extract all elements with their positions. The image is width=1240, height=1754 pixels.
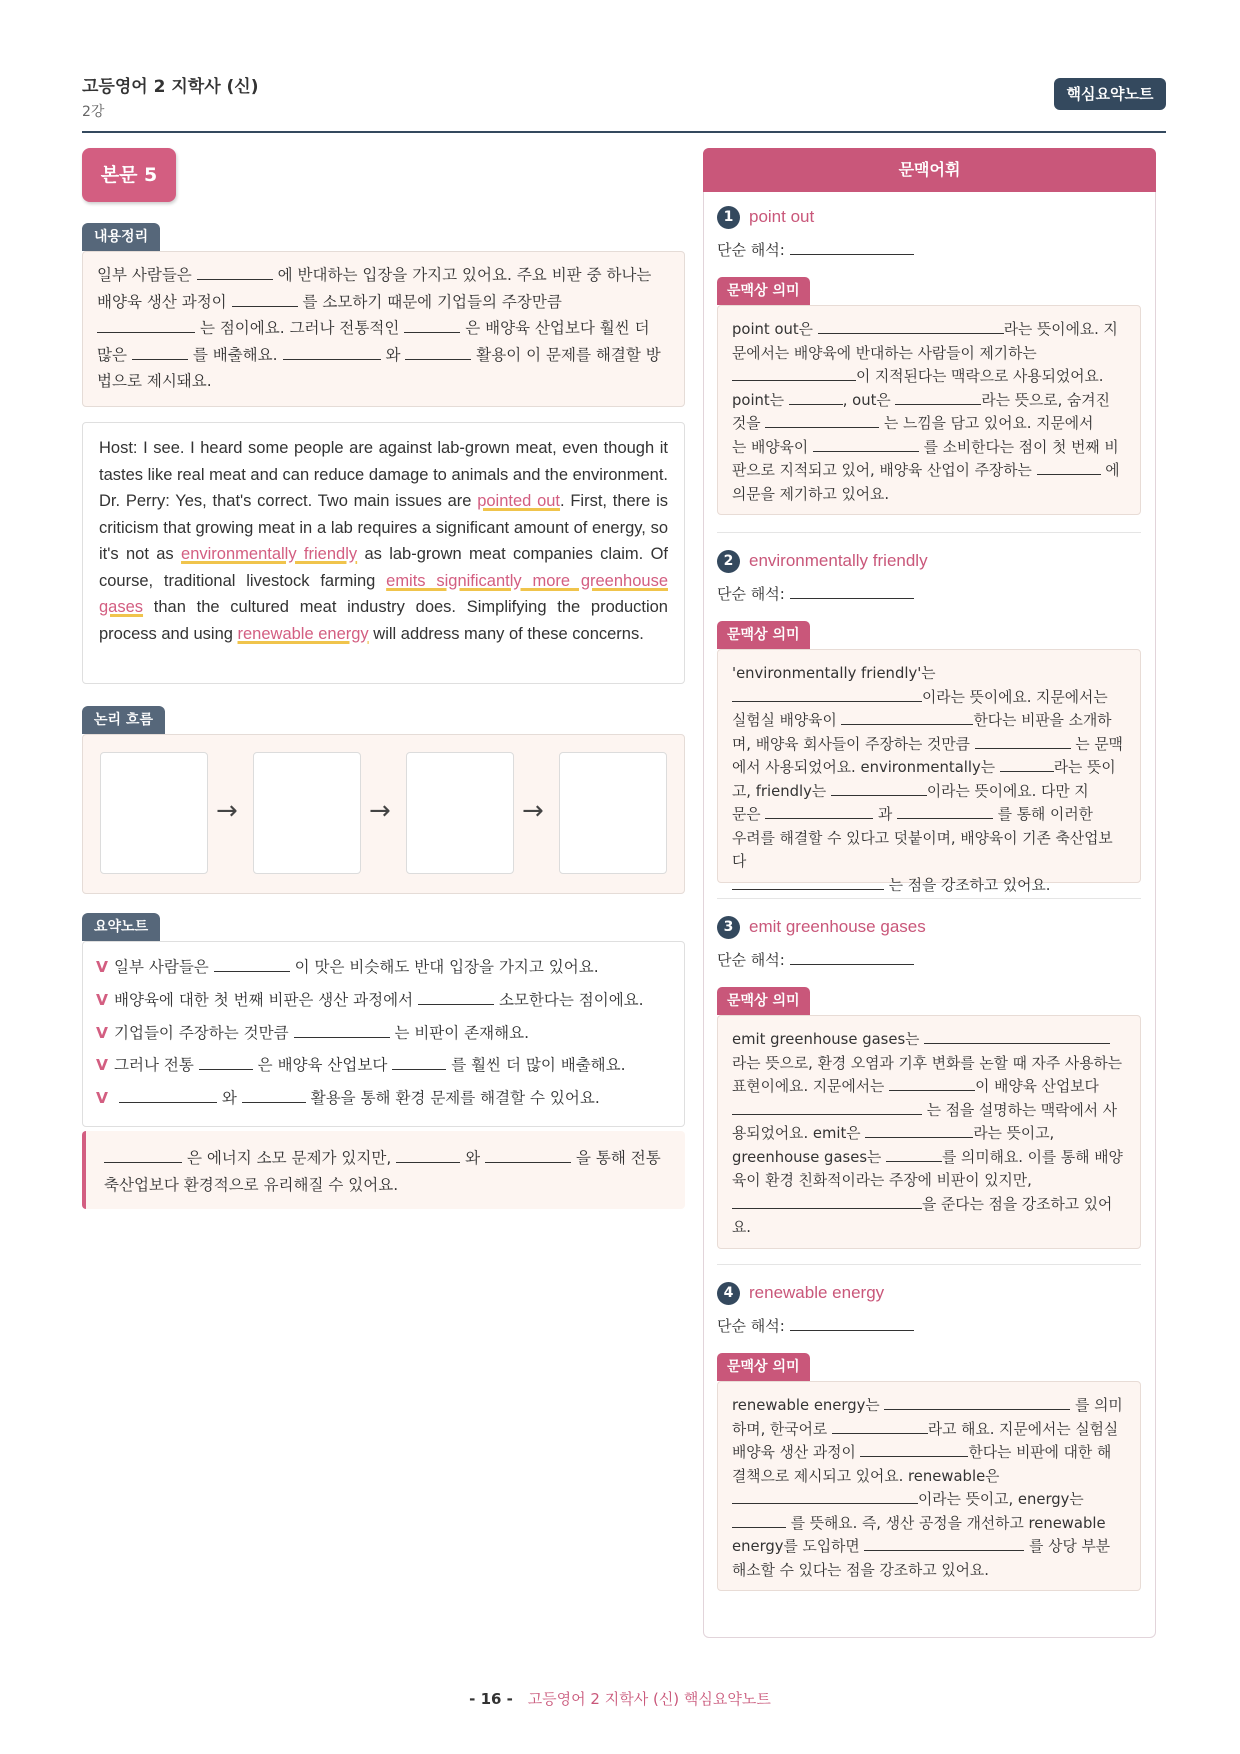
answer-blank[interactable] xyxy=(294,1022,390,1038)
context-meaning-tag: 문맥상 의미 xyxy=(717,621,810,649)
highlighted-phrase: pointed out xyxy=(477,492,561,510)
text-segment: 와 xyxy=(465,1149,481,1167)
text-segment: 를 상당 부분 xyxy=(1029,1538,1111,1555)
check-icon: V xyxy=(96,1089,108,1107)
text-segment: 를 의미 xyxy=(1075,1397,1123,1414)
answer-blank[interactable] xyxy=(889,1075,975,1091)
text-segment: 와 xyxy=(221,1089,237,1107)
text-segment: 를 훨씬 더 많이 배출해요. xyxy=(451,1056,626,1074)
passage-segment: will address many of these concerns. xyxy=(368,624,644,643)
passage-segment: as lab-grown meat companies claim. Of course, traditional livestock farming xyxy=(99,545,668,590)
text-segment: 한다는 비판을 소개하 xyxy=(973,712,1112,729)
text-segment: 이 배양육 산업보다 xyxy=(975,1078,1099,1095)
answer-blank[interactable] xyxy=(418,989,494,1005)
text-segment: 는 점을 설명하는 맥락에서 사 xyxy=(926,1101,1118,1119)
summary-item xyxy=(96,988,644,1010)
highlighted-phrase: emits significantly more greenhouse gases xyxy=(99,571,668,616)
text-segment: 은 배양육 산업보다 훨씬 더 xyxy=(465,319,650,337)
text-segment: 을 통해 전통 xyxy=(575,1149,661,1167)
text-segment: 많은 xyxy=(97,345,127,364)
conclusion-text xyxy=(104,1145,667,1198)
footer-title: 고등영어 2 지학사 (신) 핵심요약노트 xyxy=(527,1690,771,1708)
simple-meaning-label: 단순 해석: xyxy=(717,585,785,603)
simple-meaning xyxy=(717,583,914,604)
vocab-divider xyxy=(717,898,1141,899)
answer-blank[interactable] xyxy=(884,1394,1070,1410)
text-segment: 이라는 뜻이에요. 지문에서는 xyxy=(922,688,1108,706)
vocab-number: 4 xyxy=(717,1282,740,1305)
conclusion-box xyxy=(82,1131,685,1209)
text-segment: 를 소비한다는 점이 첫 번째 비 xyxy=(923,438,1119,456)
passage-segment: . First, there is criticism that growing meat in a lab requires a significant amount of energy, so it's not as xyxy=(99,492,668,563)
answer-blank[interactable] xyxy=(97,317,195,333)
text-segment: 법으로 제시돼요. xyxy=(97,372,212,390)
text-segment: 한다는 비판에 대한 해 xyxy=(968,1444,1112,1461)
text-segment: 은 에너지 소모 문제가 있지만, xyxy=(186,1149,392,1167)
context-meaning-tag: 문맥상 의미 xyxy=(717,277,810,305)
context-meaning-box xyxy=(717,1381,1141,1591)
answer-blank[interactable] xyxy=(832,1418,928,1434)
answer-blank[interactable] xyxy=(790,949,914,965)
text-segment: 일부 사람들은 xyxy=(97,266,192,284)
content-summary-tag: 내용정리 xyxy=(82,223,160,251)
simple-meaning xyxy=(717,949,914,970)
answer-blank[interactable] xyxy=(732,1193,922,1209)
vocab-word: environmentally friendly xyxy=(749,551,928,570)
context-vocab-title: 문맥어휘 xyxy=(703,148,1156,192)
text-segment: 소모한다는 점이에요. xyxy=(498,991,644,1009)
text-segment: 것을 xyxy=(732,415,761,432)
answer-blank[interactable] xyxy=(790,583,914,599)
answer-blank[interactable] xyxy=(790,239,914,255)
answer-blank[interactable] xyxy=(860,1441,968,1457)
text-segment: 에 xyxy=(1105,462,1120,479)
summary-item xyxy=(96,1086,600,1108)
text-segment: 그러나 전통 xyxy=(114,1056,194,1074)
logic-flow-tag: 논리 흐름 xyxy=(82,706,165,734)
text-segment: 를 의미해요. 이를 통해 배양 xyxy=(942,1148,1123,1166)
arrow-icon: → xyxy=(216,796,238,826)
text-segment: 를 뜻해요. 즉, 생산 공정을 개선하고 renewable xyxy=(790,1514,1106,1532)
answer-blank[interactable] xyxy=(405,344,471,360)
summary-item xyxy=(96,955,599,977)
answer-blank[interactable] xyxy=(732,365,856,381)
simple-meaning xyxy=(717,239,914,260)
section-label: 본문 5 xyxy=(82,148,176,202)
answer-blank[interactable] xyxy=(404,317,460,333)
text-segment: 를 통해 이러한 xyxy=(997,806,1093,823)
text-segment: 용되었어요. emit은 xyxy=(732,1125,861,1142)
answer-blank[interactable] xyxy=(119,1087,217,1103)
content-summary-text xyxy=(97,262,670,395)
simple-meaning-label: 단순 해석: xyxy=(717,1317,785,1335)
text-segment: 에서 사용되었어요. environmentally는 xyxy=(732,759,996,776)
simple-meaning-label: 단순 해석: xyxy=(717,951,785,969)
text-segment: 배양육 생산 과정이 xyxy=(97,292,227,311)
vocab-number: 1 xyxy=(717,206,740,229)
text-segment: 라는 뜻으로, 환경 오염과 기후 변화를 논할 때 자주 사용하는 xyxy=(732,1054,1123,1072)
answer-blank[interactable] xyxy=(732,1099,922,1115)
context-meaning-box xyxy=(717,1015,1141,1249)
context-meaning-box xyxy=(717,649,1141,894)
vocab-number: 3 xyxy=(717,916,740,939)
text-segment: 문은 xyxy=(732,806,761,823)
text-segment: 고, friendly는 xyxy=(732,782,827,800)
summary-note-tag: 요약노트 xyxy=(82,913,160,941)
context-meaning-box xyxy=(717,305,1141,515)
check-icon: V xyxy=(96,1024,108,1042)
answer-blank[interactable] xyxy=(789,389,843,405)
answer-blank[interactable] xyxy=(732,1488,918,1504)
text-segment: 라는 뜻이에요. 지 xyxy=(1003,321,1118,338)
answer-blank[interactable] xyxy=(485,1147,571,1163)
text-segment: 표현이에요. 지문에서는 xyxy=(732,1078,885,1095)
answer-blank[interactable] xyxy=(232,291,298,307)
page-footer xyxy=(0,1688,1240,1709)
passage-text xyxy=(99,435,668,647)
content-summary-panel xyxy=(82,251,685,407)
lesson-number: 2강 xyxy=(82,104,105,120)
text-segment: 며, 배양육 회사들이 주장하는 것만큼 xyxy=(732,735,970,753)
flow-box-1[interactable] xyxy=(100,752,208,874)
document-title: 고등영어 2 지학사 (신) xyxy=(82,77,259,97)
text-segment: 이라는 뜻이고, energy는 xyxy=(918,1491,1084,1508)
text-segment: energy를 도입하면 xyxy=(732,1538,860,1555)
answer-blank[interactable] xyxy=(732,874,884,890)
answer-blank[interactable] xyxy=(242,1087,306,1103)
vocab-divider xyxy=(717,532,1141,533)
text-segment: 라고 해요. 지문에서는 실험실 xyxy=(927,1420,1119,1438)
text-segment: , out은 xyxy=(842,391,891,409)
simple-meaning xyxy=(717,1315,914,1336)
text-segment: emit greenhouse gases는 xyxy=(732,1031,920,1048)
answer-blank[interactable] xyxy=(818,318,1004,334)
answer-blank[interactable] xyxy=(283,344,381,360)
text-segment: 는 배양육이 xyxy=(732,438,809,456)
text-segment: 하며, 한국어로 xyxy=(732,1420,828,1438)
text-segment: 은 배양육 산업보다 xyxy=(257,1056,388,1074)
text-segment: 문에서는 배양육에 반대하는 사람들이 제기하는 xyxy=(732,344,1037,362)
answer-blank[interactable] xyxy=(392,1054,446,1070)
highlighted-phrase: environmentally friendly xyxy=(181,545,358,563)
text-segment: 라는 뜻으로, 숨겨진 xyxy=(981,391,1110,409)
arrow-icon: → xyxy=(369,796,391,826)
text-segment: 라는 뜻이고, xyxy=(973,1125,1055,1142)
answer-blank[interactable] xyxy=(841,709,973,725)
text-segment: 는 비판이 존재해요. xyxy=(394,1024,530,1042)
answer-blank[interactable] xyxy=(975,733,1071,749)
flow-box-2[interactable] xyxy=(253,752,361,874)
passage-segment: than the cultured meat industry does. Simplifying the production process and using xyxy=(99,598,668,643)
vocab-word: point out xyxy=(749,207,815,226)
answer-blank[interactable] xyxy=(765,412,879,428)
simple-meaning-label: 단순 해석: xyxy=(717,241,785,259)
vocab-number: 2 xyxy=(717,550,740,573)
answer-blank[interactable] xyxy=(813,436,919,452)
answer-blank[interactable] xyxy=(897,803,993,819)
answer-blank[interactable] xyxy=(199,1054,253,1070)
text-segment: 기업들이 주장하는 것만큼 xyxy=(114,1024,289,1042)
answer-blank[interactable] xyxy=(865,1122,973,1138)
text-segment: 를 배출해요. xyxy=(192,345,278,364)
text-segment: 배양육 생산 과정이 xyxy=(732,1444,856,1461)
text-segment: 결책으로 제시되고 있어요. renewable은 xyxy=(732,1467,1000,1485)
vocab-word: emit greenhouse gases xyxy=(749,917,926,936)
check-icon: V xyxy=(96,991,108,1009)
context-meaning-text xyxy=(732,1394,1126,1582)
vocab-word: renewable energy xyxy=(749,1283,885,1302)
text-segment: 우려를 해결할 수 있다고 덧붙이며, 배양육이 기존 축산업보다 xyxy=(732,829,1113,870)
note-type-badge: 핵심요약노트 xyxy=(1054,78,1166,110)
text-segment: 는 점이에요. 그러나 전통적인 xyxy=(199,319,400,337)
summary-item xyxy=(96,1053,626,1075)
context-meaning-text xyxy=(732,318,1126,506)
text-segment: renewable energy는 xyxy=(732,1397,880,1414)
passage-segment: Host: I see. I heard some people are against lab-grown meat, even though it tastes like real meat and can reduce damage to animals and the environment. Dr. Perry: Yes, that's correct. Two main issues are xyxy=(99,439,668,510)
answer-blank[interactable] xyxy=(1037,459,1101,475)
text-segment: 해소할 수 있다는 점을 강조하고 있어요. xyxy=(732,1561,989,1579)
answer-blank[interactable] xyxy=(886,1146,942,1162)
answer-blank[interactable] xyxy=(197,264,273,280)
text-segment: 이라는 뜻이에요. 다만 지 xyxy=(926,782,1089,800)
answer-blank[interactable] xyxy=(765,803,873,819)
text-segment: 의문을 제기하고 있어요. xyxy=(732,485,890,503)
flow-box-3[interactable] xyxy=(406,752,514,874)
text-segment: 일부 사람들은 xyxy=(114,958,209,976)
answer-blank[interactable] xyxy=(396,1147,460,1163)
text-segment: 는 점을 강조하고 있어요. xyxy=(888,876,1051,894)
answer-blank[interactable] xyxy=(214,956,290,972)
text-segment: 는 문맥 xyxy=(1075,735,1123,753)
text-segment: 는 느낌을 담고 있어요. 지문에서 xyxy=(884,415,1094,432)
text-segment: 이 지적된다는 맥락으로 사용되었어요. xyxy=(856,368,1104,385)
highlighted-phrase: renewable energy xyxy=(237,624,369,643)
text-segment: point out은 xyxy=(732,321,813,338)
text-segment: 를 소모하기 때문에 기업들의 주장만큼 xyxy=(302,292,562,311)
vocab-divider xyxy=(717,1264,1141,1265)
answer-blank[interactable] xyxy=(790,1315,914,1331)
summary-item xyxy=(96,1021,529,1043)
text-segment: greenhouse gases는 xyxy=(732,1148,882,1166)
answer-blank[interactable] xyxy=(732,1512,786,1528)
text-segment: 활용을 통해 환경 문제를 해결할 수 있어요. xyxy=(310,1089,600,1107)
text-segment: 과 xyxy=(878,806,893,823)
check-icon: V xyxy=(96,1056,108,1074)
text-segment: 'environmentally friendly'는 xyxy=(732,665,936,682)
text-segment: 라는 뜻이 xyxy=(1053,759,1116,776)
text-segment: 을 준다는 점을 강조하고 있어 xyxy=(922,1195,1113,1213)
check-icon: V xyxy=(96,958,108,976)
text-segment: 판으로 지적되고 있어, 배양육 산업이 주장하는 xyxy=(732,462,1032,479)
text-segment: 이 맛은 비슷해도 반대 입장을 가지고 있어요. xyxy=(294,958,599,976)
answer-blank[interactable] xyxy=(1000,756,1054,772)
context-meaning-text xyxy=(732,1028,1126,1240)
text-segment: point는 xyxy=(732,391,785,409)
context-meaning-text xyxy=(732,662,1126,897)
text-segment: 요. xyxy=(732,1219,751,1236)
text-segment: 육이 환경 친화적이라는 주장에 비판이 있지만, xyxy=(732,1172,1032,1189)
answer-blank[interactable] xyxy=(132,344,188,360)
text-segment: 와 xyxy=(385,345,401,364)
text-segment: 에 반대하는 입장을 가지고 있어요. 주요 비판 중 하나는 xyxy=(277,266,652,284)
answer-blank[interactable] xyxy=(732,686,922,702)
context-meaning-tag: 문맥상 의미 xyxy=(717,1353,810,1381)
passage-panel xyxy=(82,422,685,684)
text-segment: 활용이 이 문제를 해결할 방 xyxy=(476,345,661,364)
answer-blank[interactable] xyxy=(864,1535,1024,1551)
arrow-icon: → xyxy=(522,796,544,826)
answer-blank[interactable] xyxy=(831,780,927,796)
text-segment: 배양육에 대한 첫 번째 비판은 생산 과정에서 xyxy=(114,991,414,1009)
flow-box-4[interactable] xyxy=(559,752,667,874)
text-segment: 축산업보다 환경적으로 유리해질 수 있어요. xyxy=(104,1175,399,1194)
answer-blank[interactable] xyxy=(104,1147,182,1163)
page-number: - 16 - xyxy=(469,1690,513,1708)
answer-blank[interactable] xyxy=(924,1028,1110,1044)
answer-blank[interactable] xyxy=(895,389,981,405)
header-divider xyxy=(82,131,1166,133)
text-segment: 실험실 배양육이 xyxy=(732,712,837,729)
context-meaning-tag: 문맥상 의미 xyxy=(717,987,810,1015)
